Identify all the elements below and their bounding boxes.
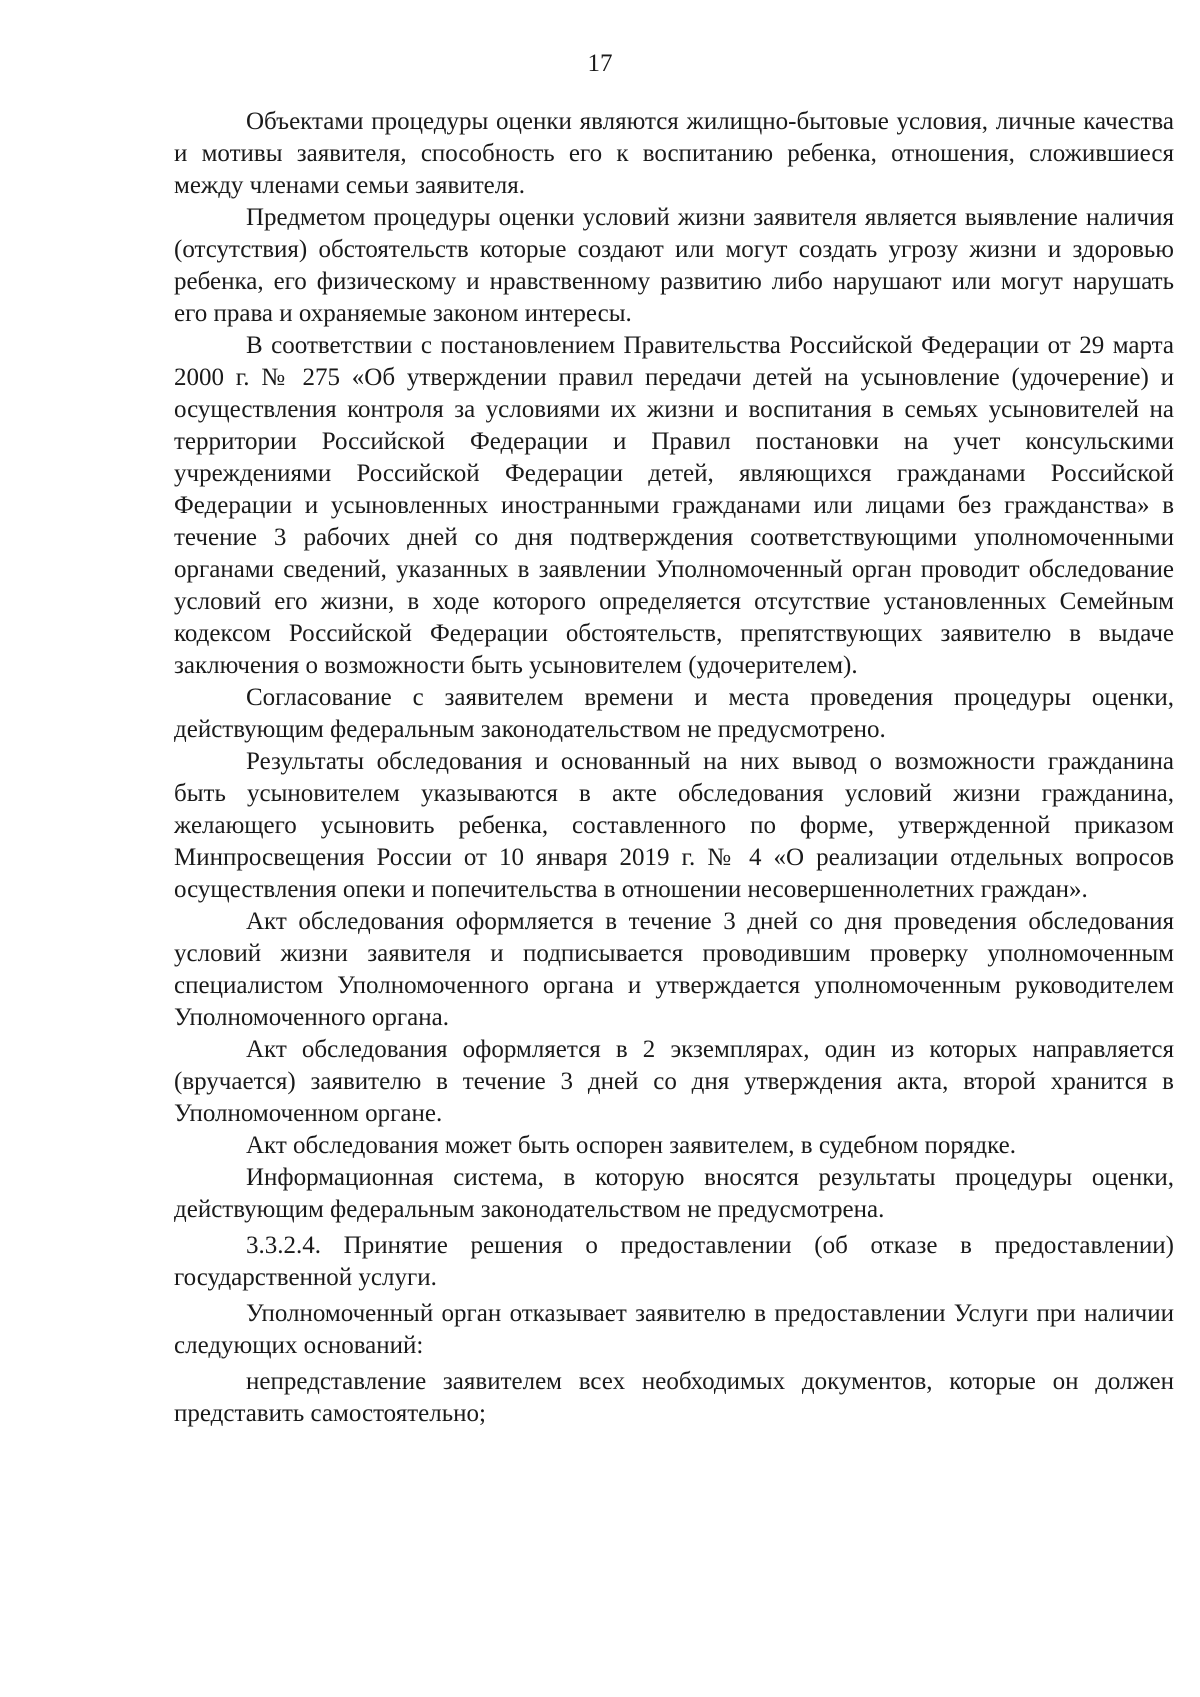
page-number: 17: [587, 50, 613, 77]
paragraph-time-agreement: Согласование с заявителем времени и места проведения процедуры оценки, действующим федеральным законодательством не предусмотрено.: [174, 684, 1174, 743]
paragraph-inspection-results: Результаты обследования и основанный на них вывод о возможности гражданина быть усыновителем указываются в акте обследования условий жизни гражданина, желающего усыновить ребенка, составленного по форме, утвержденной приказом Минпросвещения России от 10 января 2019 г. № 4 «О реализации отдельных вопросов осуществления опеки и попечительства в отношении несовершеннолетних граждан».: [174, 748, 1174, 903]
paragraph-refusal-grounds: Уполномоченный орган отказывает заявителю в предоставлении Услуги при наличии следующих оснований:: [174, 1300, 1174, 1359]
paragraph-missing-documents: непредставление заявителем всех необходимых документов, которые он должен представить самостоятельно;: [174, 1368, 1174, 1427]
paragraph-assessment-objects: Объектами процедуры оценки являются жилищно-бытовые условия, личные качества и мотивы заявителя, способность его к воспитанию ребенка, отношения, сложившиеся между членами семьи заявителя.: [174, 108, 1174, 199]
paragraph-assessment-subject: Предметом процедуры оценки условий жизни заявителя является выявление наличия (отсутствия) обстоятельств которые создают или могут создать угрозу жизни и здоровью ребенка, его физическому и нравственному развитию либо нарушают или могут нарушать его права и охраняемые законом интересы.: [174, 204, 1174, 327]
paragraph-information-system: Информационная система, в которую вносятся результаты процедуры оценки, действующим федеральным законодательством не предусмотрена.: [174, 1164, 1174, 1223]
paragraph-government-resolution: В соответствии с постановлением Правительства Российской Федерации от 29 марта 2000 г. № 275 «Об утверждении правил передачи детей на усыновление (удочерение) и осуществления контроля за условиями их жизни и воспитания в семьях усыновителей на территории Российской Федерации и Правил постановки на учет консульскими учреждениями Российской Федерации детей, являющихся гражданами Российской Федерации и усыновленных иностранными гражданами или лицами без гражданства» в течение 3 рабочих дней со дня подтверждения соответствующими уполномоченными органами сведений, указанных в заявлении Уполномоченный орган проводит обследование условий его жизни, в ходе которого определяется отсутствие установленных Семейным кодексом Российской Федерации обстоятельств, препятствующих заявителю в выдаче заключения о возможности быть усыновителем (удочерителем).: [174, 332, 1174, 679]
paragraph-act-copies: Акт обследования оформляется в 2 экземплярах, один из которых направляется (вручается) заявителю в течение 3 дней со дня утверждения акта, второй хранится в Уполномоченном органе.: [174, 1036, 1174, 1127]
paragraph-act-preparation: Акт обследования оформляется в течение 3 дней со дня проведения обследования условий жизни заявителя и подписывается проводившим проверку уполномоченным специалистом Уполномоченного органа и утверждается уполномоченным руководителем Уполномоченного органа.: [174, 908, 1174, 1031]
paragraph-decision-heading: 3.3.2.4. Принятие решения о предоставлении (об отказе в предоставлении) государственной услуги.: [174, 1232, 1174, 1291]
document-body: [174, 106, 1174, 1430]
paragraph-act-appeal: Акт обследования может быть оспорен заявителем, в судебном порядке.: [246, 1132, 1017, 1159]
